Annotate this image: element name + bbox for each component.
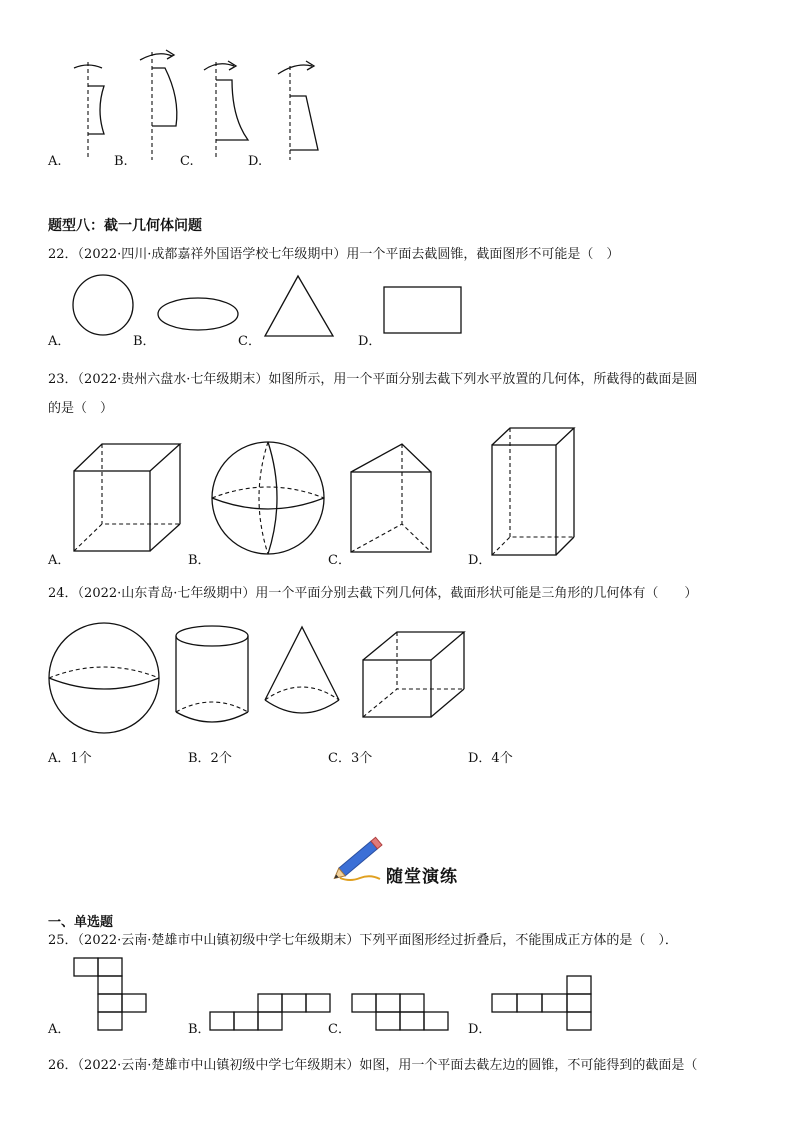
q23-stem-line1: 23．（2022·贵州六盘水·七年级期末）如图所示，用一个平面分别去截下列水平放置的几何体，所截得的截面是圆 xyxy=(48,372,698,387)
q23-option-c: C． xyxy=(328,553,351,568)
q24-option-d: D．4个 xyxy=(468,751,513,766)
q22-option-b: B． xyxy=(133,334,156,349)
q24-option-c: C．3个 xyxy=(328,751,373,766)
q22-option-a: A． xyxy=(48,334,71,349)
single-choice-heading: 一、单选题 xyxy=(48,915,114,930)
practice-banner: 随堂演练 xyxy=(386,867,458,887)
q22-option-d: D． xyxy=(358,334,382,349)
q22-option-c: C． xyxy=(238,334,261,349)
q21-option-a: A. xyxy=(48,154,62,169)
q25-net-a xyxy=(74,958,146,1030)
q25-option-c: C． xyxy=(328,1022,351,1037)
q21-option-b: B. xyxy=(114,154,128,169)
q25-option-d: D． xyxy=(468,1022,492,1037)
q23-option-b: B． xyxy=(188,553,211,568)
q23-option-a: A． xyxy=(48,553,71,568)
q24-stem: 24．（2022·山东青岛·七年级期中）用一个平面分别去截下列几何体，截面形状可能是三角形的几何体有（ ） xyxy=(48,586,698,601)
section-title: 题型八：截一几何体问题 xyxy=(48,218,202,234)
q23-stem-line2: 的是（ ） xyxy=(48,401,114,416)
q25-net-d xyxy=(492,976,591,1030)
q23-option-d: D． xyxy=(468,553,492,568)
q25-net-b xyxy=(210,994,330,1030)
q24-option-a: A．1个 xyxy=(48,751,92,766)
q25-net-c xyxy=(352,994,448,1030)
q24-option-b: B．2个 xyxy=(188,751,232,766)
q21-option-d: D. xyxy=(248,154,263,169)
q21-option-c: C. xyxy=(180,154,194,169)
q25-option-b: B． xyxy=(188,1022,211,1037)
q25-option-a: A． xyxy=(48,1022,71,1037)
q25-stem: 25．（2022·云南·楚雄市中山镇初级中学七年级期末）下列平面图形经过折叠后，不能围成正方体的是（ ）． xyxy=(48,933,678,948)
q26-stem: 26．（2022·云南·楚雄市中山镇初级中学七年级期末）如图，用一个平面去截左边的圆锥，不可能得到的截面是（ xyxy=(48,1058,698,1073)
q22-stem: 22．（2022·四川·成都嘉祥外国语学校七年级期中）用一个平面去截圆锥，截面图形不可能是（ ） xyxy=(48,247,620,262)
